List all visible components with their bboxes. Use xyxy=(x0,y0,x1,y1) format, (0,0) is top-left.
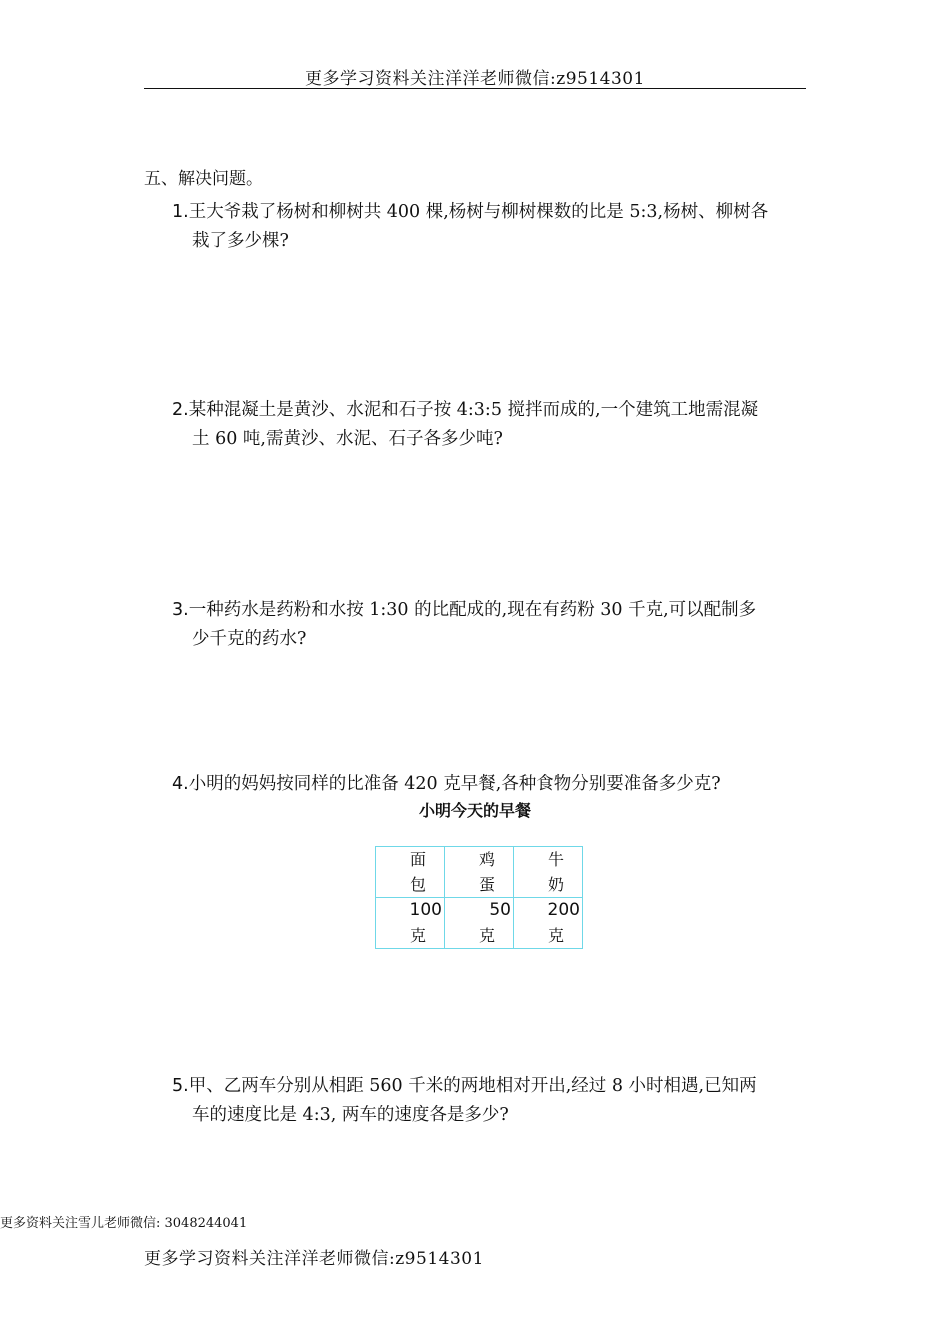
page-footer: 更多学习资料关注洋洋老师微信:z9514301 xyxy=(144,1249,484,1269)
header-divider xyxy=(144,88,806,89)
table-cell-food-amount xyxy=(376,898,445,949)
food-name-char: 奶 xyxy=(547,875,564,894)
amount-unit: 克 xyxy=(409,926,426,945)
food-name-char: 面 xyxy=(409,850,426,869)
question-number: 5. xyxy=(172,1076,189,1096)
amount-value: 50 xyxy=(489,900,511,920)
question-text-line2: 少千克的药水? xyxy=(192,629,307,649)
question-4 xyxy=(172,770,812,799)
breakfast-table xyxy=(375,846,583,949)
question-number: 4. xyxy=(172,774,189,794)
food-name-char: 蛋 xyxy=(478,875,495,894)
question-5 xyxy=(172,1072,812,1130)
amount-value: 200 xyxy=(547,900,580,920)
table-title: 小明今天的早餐 xyxy=(418,801,531,820)
question-text-line1: 王大爷栽了杨树和柳树共 400 棵,杨树与柳树棵数的比是 5:3,杨树、柳树各 xyxy=(188,202,769,222)
amount-unit: 克 xyxy=(547,926,564,945)
question-1 xyxy=(172,198,812,256)
amount-value: 100 xyxy=(409,900,442,920)
question-text-line1: 一种药水是药粉和水按 1:30 的比配成的,现在有药粉 30 千克,可以配制多 xyxy=(188,600,757,620)
question-2 xyxy=(172,396,812,454)
question-number: 3. xyxy=(172,600,189,620)
question-text-line1: 小明的妈妈按同样的比准备 420 克早餐,各种食物分别要准备多少克? xyxy=(188,774,721,794)
question-text-line2: 土 60 吨,需黄沙、水泥、石子各多少吨? xyxy=(192,429,503,449)
question-text-line2: 车的速度比是 4:3, 两车的速度各是多少? xyxy=(192,1105,509,1125)
table-row-food-names xyxy=(376,847,583,898)
food-name-char: 包 xyxy=(409,875,426,894)
question-text-line1: 甲、乙两车分别从相距 560 千米的两地相对开出,经过 8 小时相遇,已知两 xyxy=(188,1076,757,1096)
table-cell-food-name xyxy=(445,847,514,898)
question-3 xyxy=(172,596,812,654)
table-cell-food-amount xyxy=(514,898,583,949)
table-cell-food-name xyxy=(376,847,445,898)
footer-side-note: 更多资料关注雪儿老师微信: 3048244041 xyxy=(0,1216,248,1231)
amount-unit: 克 xyxy=(478,926,495,945)
question-text-line2: 栽了多少棵? xyxy=(192,231,289,251)
section-title: 五、解决问题。 xyxy=(144,169,263,189)
page-header: 更多学习资料关注洋洋老师微信:z9514301 xyxy=(305,69,645,89)
question-text-line1: 某种混凝土是黄沙、水泥和石子按 4:3:5 搅拌而成的,一个建筑工地需混凝 xyxy=(188,400,759,420)
food-name-char: 鸡 xyxy=(478,850,495,869)
question-number: 2. xyxy=(172,400,189,420)
food-name-char: 牛 xyxy=(547,850,564,869)
table-cell-food-amount xyxy=(445,898,514,949)
table-cell-food-name xyxy=(514,847,583,898)
question-number: 1. xyxy=(172,202,189,222)
table-row-food-amounts xyxy=(376,898,583,949)
